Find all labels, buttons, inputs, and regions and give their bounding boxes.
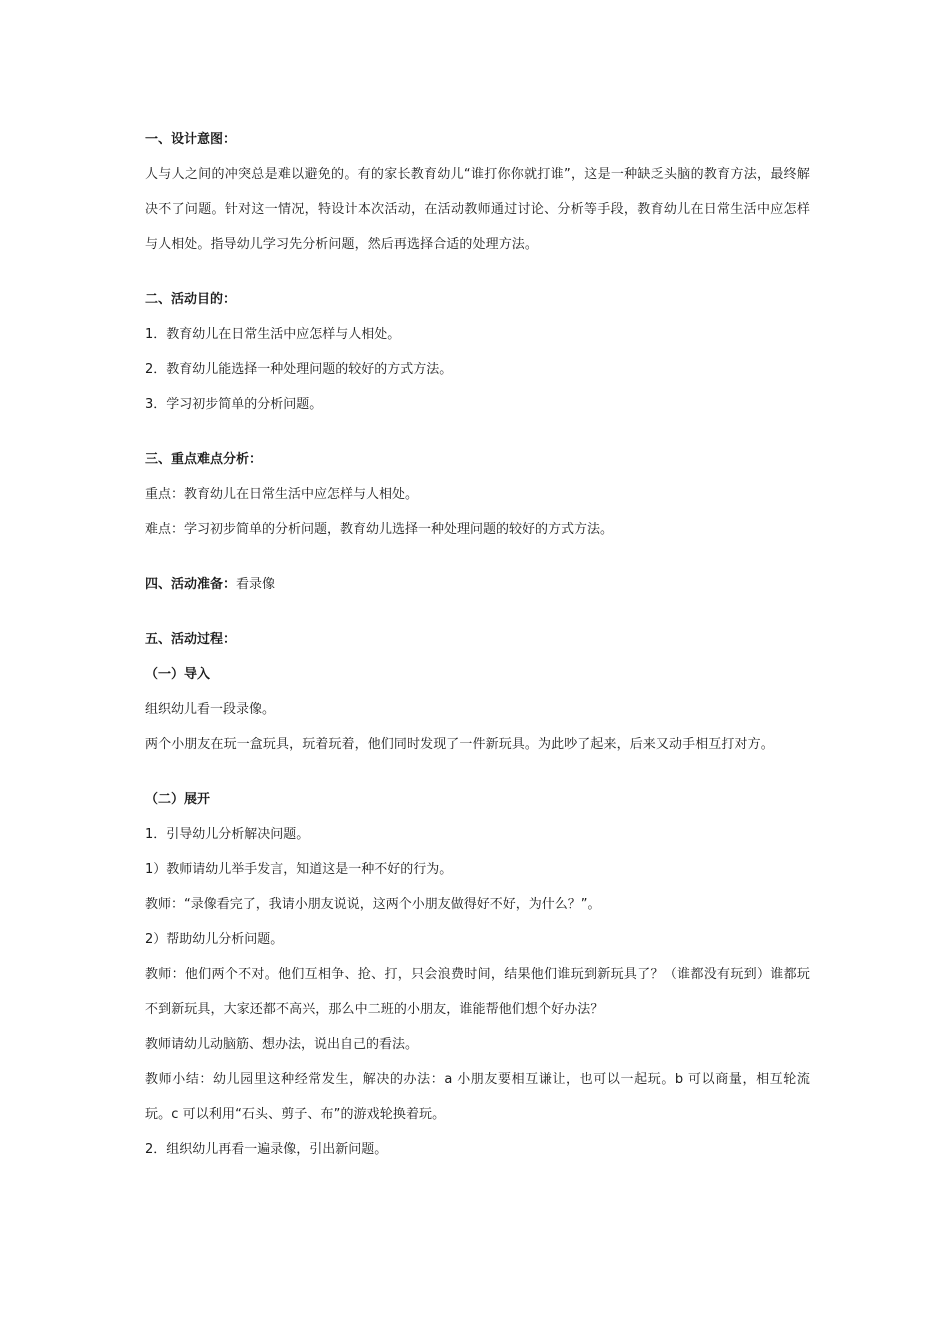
intro-line: 组织幼儿看一段录像。 <box>145 702 276 717</box>
develop-line: 教师：“录像看完了，我请小朋友说说，这两个小朋友做得好不好，为什么？”。 <box>145 897 601 912</box>
subsection-heading-intro: （一）导入 <box>145 667 211 682</box>
spacer <box>145 262 810 282</box>
develop-line: 2）帮助幼儿分析问题。 <box>145 932 284 947</box>
section-heading-design-intent: 一、设计意图： <box>145 132 237 147</box>
section-heading-key-points: 三、重点难点分析： <box>145 452 263 467</box>
goal-item: 1．教育幼儿在日常生活中应怎样与人相处。 <box>145 327 401 342</box>
goal-item: 2．教育幼儿能选择一种处理问题的较好的方式方法。 <box>145 362 453 377</box>
spacer <box>145 762 810 782</box>
section-heading-preparation <box>145 567 810 602</box>
preparation-label: 四、活动准备： <box>145 577 237 592</box>
section-heading-activity-goals: 二、活动目的： <box>145 292 237 307</box>
goal-item: 3．学习初步简单的分析问题。 <box>145 397 323 412</box>
subsection-heading-develop: （二）展开 <box>145 792 211 807</box>
spacer <box>145 547 810 567</box>
section-heading-process: 五、活动过程： <box>145 632 237 647</box>
key-point-line: 重点：教育幼儿在日常生活中应怎样与人相处。 <box>145 487 419 502</box>
document-page <box>145 122 810 1167</box>
develop-line: 1）教师请幼儿举手发言，知道这是一种不好的行为。 <box>145 862 453 877</box>
design-intent-paragraph: 人与人之间的冲突总是难以避免的。有的家长教育幼儿“谁打你你就打谁”，这是一种缺乏头脑的教育方法，最终解决不了问题。针对这一情况，特设计本次活动，在活动教师通过讨论、分析等手段，教育幼儿在日常生活中应怎样与人相处。指导幼儿学习先分析问题，然后再选择合适的处理方法。 <box>145 167 810 252</box>
develop-line: 2．组织幼儿再看一遍录像，引出新问题。 <box>145 1142 388 1157</box>
develop-line: 1．引导幼儿分析解决问题。 <box>145 827 310 842</box>
difficult-point-line: 难点：学习初步简单的分析问题，教育幼儿选择一种处理问题的较好的方式方法。 <box>145 522 614 537</box>
intro-paragraph: 两个小朋友在玩一盒玩具，玩着玩着，他们同时发现了一件新玩具。为此吵了起来，后来又动手相互打对方。 <box>145 737 774 752</box>
teacher-analysis-paragraph: 教师：他们两个不对。他们互相争、抢、打，只会浪费时间，结果他们谁玩到新玩具了？（谁都没有玩到）谁都玩不到新玩具，大家还都不高兴，那么中二班的小朋友，谁能帮他们想个好办法？ <box>145 967 810 1017</box>
spacer <box>145 422 810 442</box>
spacer <box>145 602 810 622</box>
teacher-summary-paragraph: 教师小结：幼儿园里这种经常发生，解决的办法：a 小朋友要相互谦让，也可以一起玩。b 可以商量，相互轮流玩。c 可以利用“石头、剪子、布”的游戏轮换着玩。 <box>145 1072 810 1122</box>
preparation-value: 看录像 <box>236 577 276 592</box>
develop-line: 教师请幼儿动脑筋、想办法，说出自己的看法。 <box>145 1037 419 1052</box>
